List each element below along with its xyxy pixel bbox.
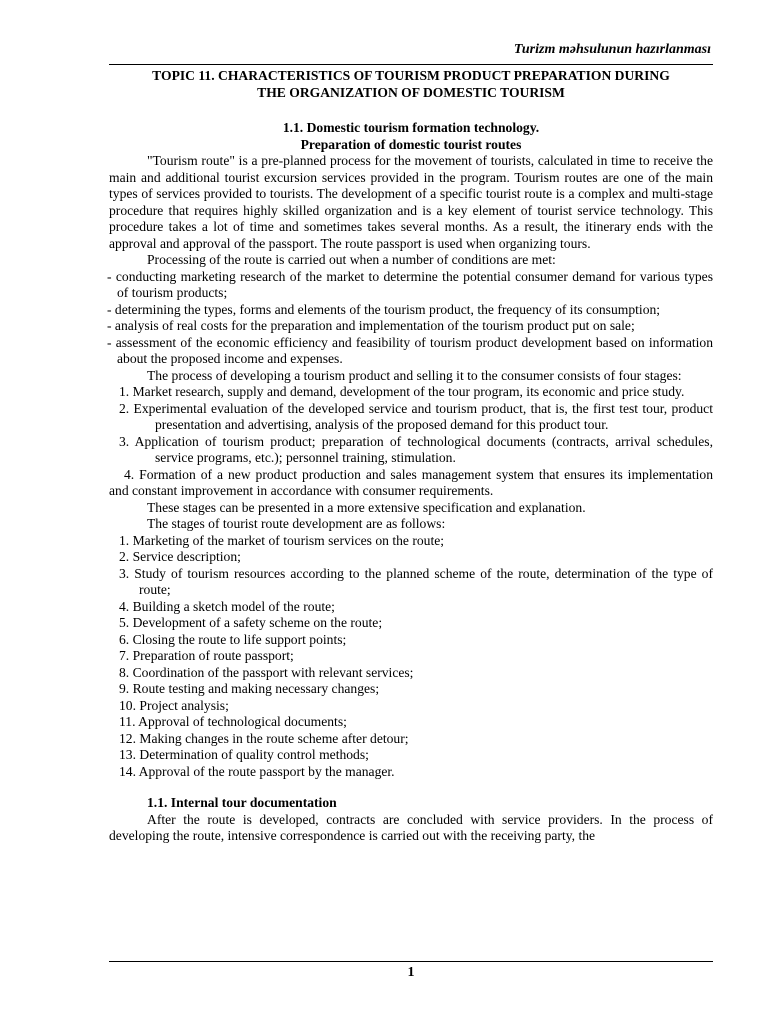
step-item: 3. Study of tourism resources according to the planned scheme of the route, determination of the type of route; [119,565,713,597]
stage-item: 1. Market research, supply and demand, development of the tour program, its economic and price study. [119,384,685,399]
step-item: 11. Approval of technological documents; [119,714,347,729]
document-body [109,120,713,845]
step-item: 13. Determination of quality control methods; [119,747,369,762]
paragraph-contracts: After the route is developed, contracts are concluded with service providers. In the process of developing the route, intensive correspondence is carried out with the receiving party, the [109,811,713,843]
step-item: 14. Approval of the route passport by the manager. [119,763,395,779]
condition-item: - conducting marketing research of the market to determine the potential consumer demand for various types of tourism products; [107,268,713,300]
paragraph-tourism-route: "Tourism route" is a pre-planned process for the movement of tourists, calculated in time to receive the main and additional tourist excursion services provided in the program. Tourism routes are one of the main types of services provided to tourists. The development of a specific tourist route is a complex and multi-stage procedure that requires highly skilled organization and is a key element of tourist service technology. This procedure takes a lot of time and sometimes takes several months. As a result, the itinerary ends with the approval and approval of the passport. The route passport is used when organizing tours. [109,153,713,251]
section-title-internal-documentation: 1.1. Internal tour documentation [147,795,337,810]
page-heading-line-1: TOPIC 11. CHARACTERISTICS OF TOURISM PRODUCT PREPARATION DURING [152,68,670,83]
page-heading-line-2: THE ORGANIZATION OF DOMESTIC TOURISM [257,85,565,100]
step-item: 10. Project analysis; [119,697,229,713]
step-item: 12. Making changes in the route scheme after detour; [119,730,409,746]
stage-item: 2. Experimental evaluation of the developed service and tourism product, that is, the first test tour, product presentation and advertising, analysis of the proposed demand for this product tour. [119,400,713,432]
page-number: 1 [407,965,415,980]
step-item: 4. Building a sketch model of the route; [119,598,335,614]
step-item: 8. Coordination of the passport with relevant services; [119,664,414,680]
paragraph-four-stages: The process of developing a tourism product and selling it to the consumer consists of four stages: [147,367,682,383]
header-title: Turizm məhsulunun hazırlanması [513,42,711,57]
page-heading [109,67,713,101]
condition-item: - analysis of real costs for the preparation and implementation of the tourism product put on sale; [107,318,635,333]
paragraph-stages-specification: These stages can be presented in a more extensive specification and explanation. [147,499,586,515]
stage-item: 3. Application of tourism product; preparation of technological documents (contracts, arrival schedules, service programs, etc.); personnel training, stimulation. [119,433,713,465]
stage-item: 4. Formation of a new product production and sales management system that ensures its implementation and constant improvement in accordance with consumer requirements. [109,466,713,498]
section-title-line-2: Preparation of domestic tourist routes [300,136,522,152]
paragraph-processing-conditions: Processing of the route is carried out when a number of conditions are met: [147,252,556,267]
step-item: 2. Service description; [119,549,241,564]
paragraph-route-development-stages: The stages of tourist route development are as follows: [147,516,446,531]
step-item: 6. Closing the route to life support points; [119,631,347,647]
header-rule [109,64,713,65]
step-item: 7. Preparation of route passport; [119,648,294,663]
step-item: 5. Development of a safety scheme on the route; [119,615,383,630]
condition-item: - assessment of the economic efficiency and feasibility of tourism product development based on information about the proposed income and expenses. [107,334,713,366]
footer-rule [109,961,713,962]
section-title-line-1: 1.1. Domestic tourism formation technology. [282,120,540,135]
condition-item: - determining the types, forms and elements of the tourism product, the frequency of its consumption; [107,301,661,317]
step-item: 9. Route testing and making necessary changes; [119,681,380,696]
step-item: 1. Marketing of the market of tourism services on the route; [119,532,445,548]
